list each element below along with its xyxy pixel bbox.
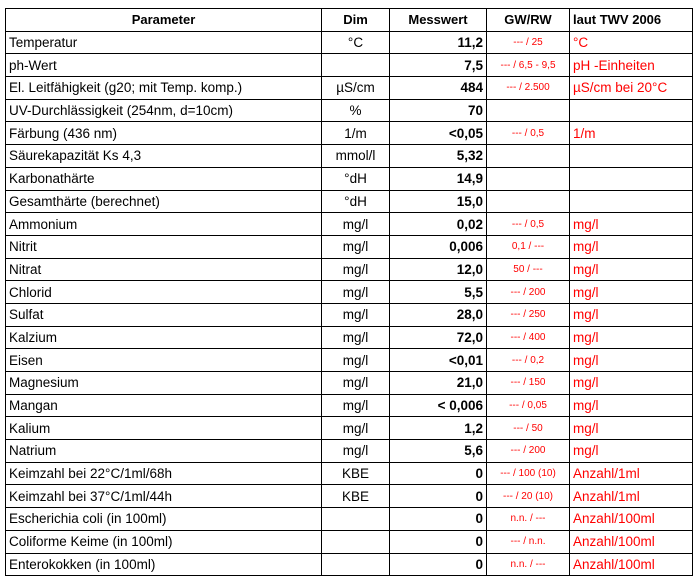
header-messwert: Messwert bbox=[390, 9, 487, 32]
cell-twv: pH -Einheiten bbox=[570, 54, 693, 77]
cell-gwrw: --- / 100 (10) bbox=[487, 462, 570, 485]
table-row bbox=[6, 326, 693, 349]
cell-messwert: 484 bbox=[390, 77, 487, 100]
cell-gwrw: 50 / --- bbox=[487, 258, 570, 281]
cell-parameter: Nitrit bbox=[6, 235, 322, 258]
table-row bbox=[6, 145, 693, 168]
cell-dim: mg/l bbox=[322, 394, 390, 417]
cell-twv: Anzahl/100ml bbox=[570, 530, 693, 553]
cell-parameter: Sulfat bbox=[6, 303, 322, 326]
cell-dim: mg/l bbox=[322, 349, 390, 372]
header-row bbox=[6, 9, 693, 32]
cell-dim: mg/l bbox=[322, 440, 390, 463]
cell-messwert: <0,01 bbox=[390, 349, 487, 372]
table-row bbox=[6, 77, 693, 100]
cell-gwrw: n.n. / --- bbox=[487, 508, 570, 531]
cell-dim: KBE bbox=[322, 485, 390, 508]
cell-twv: mg/l bbox=[570, 372, 693, 395]
cell-parameter: Escherichia coli (in 100ml) bbox=[6, 508, 322, 531]
cell-twv: mg/l bbox=[570, 440, 693, 463]
cell-dim: µS/cm bbox=[322, 77, 390, 100]
cell-dim: °dH bbox=[322, 167, 390, 190]
cell-gwrw: --- / 400 bbox=[487, 326, 570, 349]
cell-messwert: 0 bbox=[390, 553, 487, 576]
cell-messwert: 0 bbox=[390, 485, 487, 508]
cell-parameter: Kalzium bbox=[6, 326, 322, 349]
cell-parameter: ph-Wert bbox=[6, 54, 322, 77]
table-body bbox=[6, 31, 693, 576]
table-row bbox=[6, 190, 693, 213]
table-row bbox=[6, 372, 693, 395]
cell-twv: Anzahl/100ml bbox=[570, 553, 693, 576]
cell-gwrw: --- / 0,05 bbox=[487, 394, 570, 417]
cell-gwrw: --- / 200 bbox=[487, 281, 570, 304]
table-row bbox=[6, 553, 693, 576]
cell-messwert: 1,2 bbox=[390, 417, 487, 440]
cell-gwrw: --- / 25 bbox=[487, 31, 570, 54]
cell-messwert: 0,02 bbox=[390, 213, 487, 236]
cell-parameter: Magnesium bbox=[6, 372, 322, 395]
cell-dim: 1/m bbox=[322, 122, 390, 145]
water-analysis-table-wrapper bbox=[5, 8, 693, 576]
cell-parameter: Nitrat bbox=[6, 258, 322, 281]
cell-gwrw: --- / 20 (10) bbox=[487, 485, 570, 508]
cell-messwert: 0 bbox=[390, 508, 487, 531]
cell-parameter: Säurekapazität Ks 4,3 bbox=[6, 145, 322, 168]
cell-messwert: 14,9 bbox=[390, 167, 487, 190]
cell-gwrw: --- / 150 bbox=[487, 372, 570, 395]
cell-twv: mg/l bbox=[570, 417, 693, 440]
table-row bbox=[6, 258, 693, 281]
table-row bbox=[6, 485, 693, 508]
cell-gwrw: --- / 0,5 bbox=[487, 122, 570, 145]
table-row bbox=[6, 213, 693, 236]
cell-gwrw: --- / 2.500 bbox=[487, 77, 570, 100]
table-row bbox=[6, 417, 693, 440]
cell-messwert: 28,0 bbox=[390, 303, 487, 326]
cell-gwrw: 0,1 / --- bbox=[487, 235, 570, 258]
cell-twv: mg/l bbox=[570, 281, 693, 304]
cell-parameter: Temperatur bbox=[6, 31, 322, 54]
cell-parameter: Färbung (436 nm) bbox=[6, 122, 322, 145]
cell-messwert: 7,5 bbox=[390, 54, 487, 77]
cell-messwert: 12,0 bbox=[390, 258, 487, 281]
cell-dim: mg/l bbox=[322, 213, 390, 236]
cell-dim: mg/l bbox=[322, 417, 390, 440]
cell-gwrw: --- / 200 bbox=[487, 440, 570, 463]
cell-parameter: Gesamthärte (berechnet) bbox=[6, 190, 322, 213]
header-parameter: Parameter bbox=[6, 9, 322, 32]
cell-messwert: 0 bbox=[390, 530, 487, 553]
table-row bbox=[6, 394, 693, 417]
cell-dim: mg/l bbox=[322, 258, 390, 281]
table-row bbox=[6, 54, 693, 77]
cell-twv: mg/l bbox=[570, 258, 693, 281]
cell-gwrw: --- / n.n. bbox=[487, 530, 570, 553]
cell-gwrw: n.n. / --- bbox=[487, 553, 570, 576]
cell-twv bbox=[570, 99, 693, 122]
cell-gwrw bbox=[487, 167, 570, 190]
cell-twv: mg/l bbox=[570, 349, 693, 372]
cell-messwert: 72,0 bbox=[390, 326, 487, 349]
cell-twv: Anzahl/1ml bbox=[570, 485, 693, 508]
table-row bbox=[6, 349, 693, 372]
header-gwrw: GW/RW bbox=[487, 9, 570, 32]
cell-parameter: Coliforme Keime (in 100ml) bbox=[6, 530, 322, 553]
table-row bbox=[6, 167, 693, 190]
cell-parameter: Keimzahl bei 37°C/1ml/44h bbox=[6, 485, 322, 508]
cell-dim bbox=[322, 553, 390, 576]
cell-dim: mg/l bbox=[322, 303, 390, 326]
cell-dim: °dH bbox=[322, 190, 390, 213]
cell-gwrw bbox=[487, 99, 570, 122]
table-row bbox=[6, 31, 693, 54]
cell-messwert: 15,0 bbox=[390, 190, 487, 213]
cell-messwert: 5,32 bbox=[390, 145, 487, 168]
cell-dim: mg/l bbox=[322, 326, 390, 349]
cell-twv: Anzahl/100ml bbox=[570, 508, 693, 531]
table-row bbox=[6, 462, 693, 485]
table-row bbox=[6, 530, 693, 553]
cell-parameter: Eisen bbox=[6, 349, 322, 372]
cell-messwert: 70 bbox=[390, 99, 487, 122]
cell-dim: mmol/l bbox=[322, 145, 390, 168]
cell-twv bbox=[570, 167, 693, 190]
cell-messwert: 21,0 bbox=[390, 372, 487, 395]
cell-gwrw: --- / 6,5 - 9,5 bbox=[487, 54, 570, 77]
cell-gwrw bbox=[487, 190, 570, 213]
cell-parameter: Karbonathärte bbox=[6, 167, 322, 190]
cell-dim bbox=[322, 54, 390, 77]
table-row bbox=[6, 99, 693, 122]
cell-parameter: Keimzahl bei 22°C/1ml/68h bbox=[6, 462, 322, 485]
cell-twv: °C bbox=[570, 31, 693, 54]
cell-twv: mg/l bbox=[570, 394, 693, 417]
cell-twv: mg/l bbox=[570, 213, 693, 236]
cell-twv bbox=[570, 190, 693, 213]
header-twv: laut TWV 2006 bbox=[570, 9, 693, 32]
table-row bbox=[6, 508, 693, 531]
cell-dim: mg/l bbox=[322, 281, 390, 304]
cell-dim: °C bbox=[322, 31, 390, 54]
cell-gwrw: --- / 50 bbox=[487, 417, 570, 440]
cell-twv: mg/l bbox=[570, 235, 693, 258]
cell-parameter: Natrium bbox=[6, 440, 322, 463]
cell-twv: mg/l bbox=[570, 326, 693, 349]
cell-dim: mg/l bbox=[322, 235, 390, 258]
cell-gwrw: --- / 250 bbox=[487, 303, 570, 326]
table-row bbox=[6, 303, 693, 326]
cell-gwrw bbox=[487, 145, 570, 168]
cell-parameter: Mangan bbox=[6, 394, 322, 417]
cell-dim: % bbox=[322, 99, 390, 122]
cell-twv: 1/m bbox=[570, 122, 693, 145]
cell-parameter: UV-Durchlässigkeit (254nm, d=10cm) bbox=[6, 99, 322, 122]
cell-gwrw: --- / 0,5 bbox=[487, 213, 570, 236]
cell-parameter: Ammonium bbox=[6, 213, 322, 236]
cell-twv: mg/l bbox=[570, 303, 693, 326]
table-row bbox=[6, 440, 693, 463]
table-row bbox=[6, 281, 693, 304]
cell-parameter: El. Leitfähigkeit (g20; mit Temp. komp.) bbox=[6, 77, 322, 100]
table-row bbox=[6, 235, 693, 258]
cell-messwert: <0,05 bbox=[390, 122, 487, 145]
cell-dim: KBE bbox=[322, 462, 390, 485]
cell-messwert: 0 bbox=[390, 462, 487, 485]
cell-parameter: Chlorid bbox=[6, 281, 322, 304]
cell-messwert: < 0,006 bbox=[390, 394, 487, 417]
table-row bbox=[6, 122, 693, 145]
cell-messwert: 11,2 bbox=[390, 31, 487, 54]
cell-messwert: 5,6 bbox=[390, 440, 487, 463]
cell-messwert: 0,006 bbox=[390, 235, 487, 258]
cell-gwrw: --- / 0,2 bbox=[487, 349, 570, 372]
cell-twv bbox=[570, 145, 693, 168]
cell-dim bbox=[322, 530, 390, 553]
water-analysis-table bbox=[5, 8, 693, 576]
cell-dim: mg/l bbox=[322, 372, 390, 395]
cell-dim bbox=[322, 508, 390, 531]
cell-twv: µS/cm bei 20°C bbox=[570, 77, 693, 100]
cell-messwert: 5,5 bbox=[390, 281, 487, 304]
cell-parameter: Enterokokken (in 100ml) bbox=[6, 553, 322, 576]
cell-twv: Anzahl/1ml bbox=[570, 462, 693, 485]
header-dim: Dim bbox=[322, 9, 390, 32]
cell-parameter: Kalium bbox=[6, 417, 322, 440]
